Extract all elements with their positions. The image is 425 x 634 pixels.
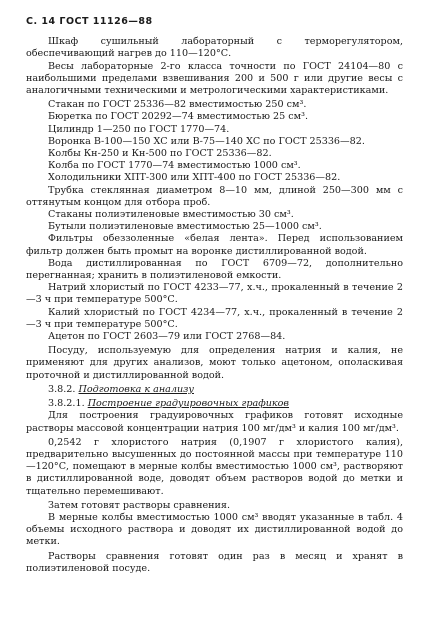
paragraph: Посуду, используемую для определения натрия и калия, не применяют для других анализов, моют только ацетоном, ополаскивая проточной и дистиллированной водой. bbox=[26, 345, 403, 381]
paragraph: Весы лабораторные 2-го класса точности по ГОСТ 24104—80 с наибольшими пределами взвешивания 200 и 500 г или другие весы с аналогичными техническими и метрологическими характеристиками. bbox=[26, 60, 403, 97]
section-title: Построение градуировочных графиков bbox=[87, 398, 289, 410]
paragraph: Растворы сравнения готовят один раз в месяц и хранят в полиэтиленовой посуде. bbox=[26, 550, 403, 574]
paragraph: Калий хлористый по ГОСТ 4234—77, х.ч., прокаленный в течение 2—3 ч при температуре 500°С. bbox=[26, 306, 403, 330]
section-heading-3-8-2-1 bbox=[26, 398, 403, 410]
paragraph: Стакан по ГОСТ 25336—82 вместимостью 250 см³. bbox=[48, 99, 307, 111]
paragraph: Для построения градуировочных графиков готовят исходные растворы массовой концентрации натрия 100 мг/дм³ и калия 100 мг/дм³. bbox=[26, 410, 403, 434]
paragraph: Трубка стеклянная диаметром 8—10 мм, длиной 250—300 мм с оттянутым концом для отбора проб. bbox=[26, 184, 403, 208]
paragraph: Бюретка по ГОСТ 20292—74 вместимостью 25 см³. bbox=[48, 111, 309, 123]
paragraph: Бутыли полиэтиленовые вместимостью 25—1000 см³. bbox=[48, 221, 322, 233]
paragraph: Колба по ГОСТ 1770—74 вместимостью 1000 см³. bbox=[48, 160, 301, 172]
paragraph: Натрий хлористый по ГОСТ 4233—77, х.ч., прокаленный в течение 2—3 ч при температуре 500°С. bbox=[26, 282, 403, 306]
paragraph: 0,2542 г хлористого натрия (0,1907 г хлористого калия), предварительно высушенных до постоянной массы при температуре 110—120°С, помещают в мерные колбы вместимостью 1000 см³, растворяют в дистиллированной воде, доводят объем растворов водой до метки и тщательно перемешивают. bbox=[26, 436, 403, 497]
paragraph: Шкаф сушильный лабораторный с терморегулятором, обеспечивающий нагрев до 110—120°С. bbox=[26, 36, 403, 60]
paragraph: Холодильники ХПТ-300 или ХПТ-400 по ГОСТ 25336—82. bbox=[48, 172, 341, 184]
paragraph: Цилиндр 1—250 по ГОСТ 1770—74. bbox=[48, 123, 230, 135]
paragraph: Вода дистиллированная по ГОСТ 6709—72, дополнительно перегнанная; хранить в полиэтиленовой емкости. bbox=[26, 257, 403, 282]
paragraph: Колбы Кн-250 и Кн-500 по ГОСТ 25336—82. bbox=[48, 148, 272, 160]
paragraph: Стаканы полиэтиленовые вместимостью 30 см³. bbox=[48, 209, 294, 221]
paragraph: Воронка В-100—150 ХС или В-75—140 ХС по ГОСТ 25336—82. bbox=[48, 135, 365, 147]
paragraph: Фильтры обеззоленные «белая лента». Перед использованием фильтр должен быть промыт на воронке дистиллированной водой. bbox=[26, 233, 403, 257]
paragraph: Ацетон по ГОСТ 2603—79 или ГОСТ 2768—84. bbox=[48, 331, 286, 343]
section-number: 3.8.2. bbox=[48, 383, 76, 395]
paragraph: Затем готовят растворы сравнения. bbox=[48, 499, 231, 511]
section-title: Подготовка к анализу bbox=[78, 383, 194, 395]
page-header: С. 14 ГОСТ 11126—88 bbox=[26, 16, 153, 27]
section-heading-3-8-2 bbox=[26, 384, 403, 396]
section-number: 3.8.2.1. bbox=[48, 398, 85, 410]
paragraph: В мерные колбы вместимостью 1000 см³ вводят указанные в табл. 4 объемы исходного раствора и доводят их дистиллированной водой до метки. bbox=[26, 511, 403, 548]
